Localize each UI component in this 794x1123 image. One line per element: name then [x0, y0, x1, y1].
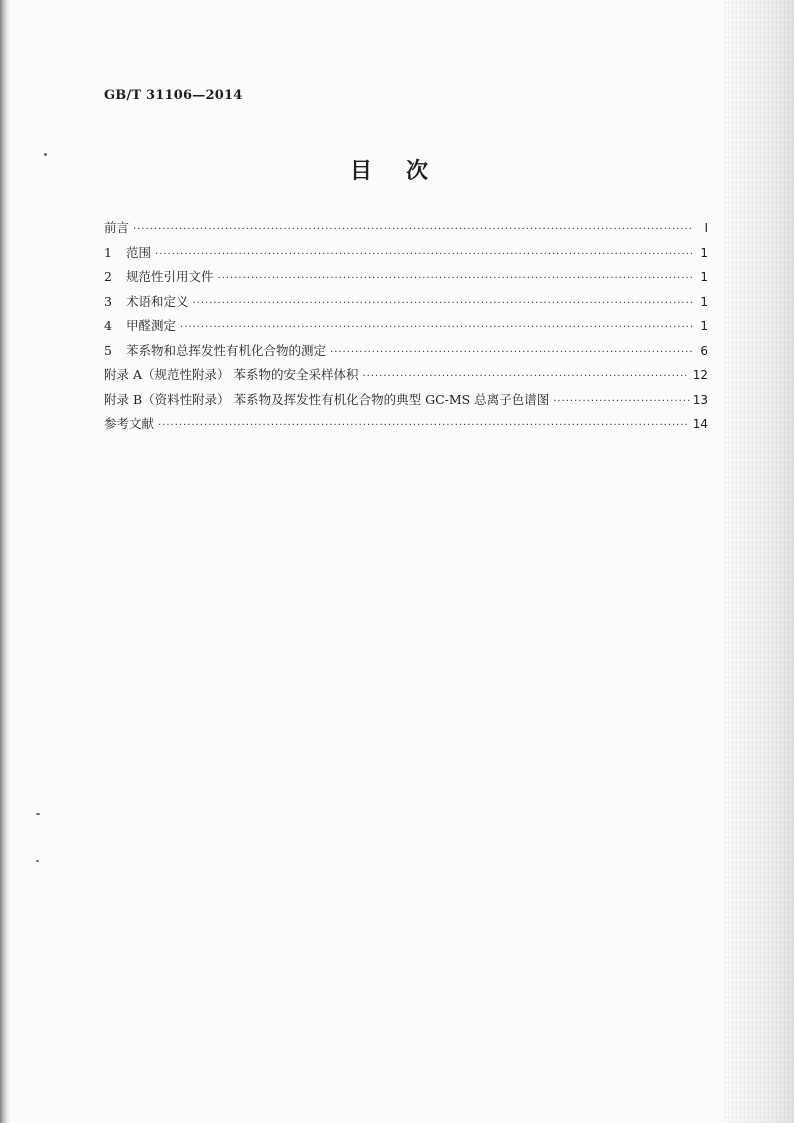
toc-entry-normative-references[interactable] — [104, 267, 708, 292]
toc-dot-leader — [330, 347, 692, 358]
toc-entry-number: 3 — [104, 293, 112, 309]
toc-dot-leader — [218, 273, 692, 284]
toc-entry-benzene-tvoc[interactable] — [104, 341, 708, 366]
toc-entry-title: 参考文献 — [104, 416, 155, 431]
toc-entry-title: 附录 A（规范性附录） 苯系物的安全采样体积 — [104, 367, 359, 382]
toc-entry-text: 甲醛测定 — [126, 318, 177, 333]
toc-page-number: Ⅰ — [704, 221, 708, 235]
scan-speck — [36, 813, 40, 815]
toc-entry-title — [104, 341, 330, 359]
scan-speck — [36, 860, 39, 862]
toc-entry-title — [104, 243, 155, 261]
toc-entry-annex-a[interactable] — [104, 365, 708, 390]
toc-entry-number: 1 — [104, 244, 112, 260]
toc-page-number: 12 — [692, 368, 708, 382]
toc-entry-title: 前言 — [104, 220, 130, 235]
toc-dot-leader — [553, 396, 689, 407]
toc-entry-scope[interactable] — [104, 243, 708, 268]
toc-page-number: 6 — [700, 343, 708, 358]
toc-entry-title — [104, 292, 193, 310]
toc-entry-number: 2 — [104, 269, 112, 284]
toc-dot-leader — [362, 371, 688, 382]
standard-code: GB/T 31106—2014 — [104, 88, 243, 103]
toc-dot-leader — [155, 249, 692, 260]
toc-entry-foreword[interactable] — [104, 218, 708, 243]
toc-page-number: 1 — [700, 294, 708, 309]
toc-entry-text: 苯系物和总挥发性有机化合物的测定 — [126, 342, 327, 358]
table-of-contents — [104, 218, 708, 439]
toc-dot-leader — [180, 322, 692, 333]
toc-entry-number: 5 — [104, 342, 112, 358]
toc-page-number: 1 — [700, 319, 708, 333]
toc-dot-leader — [133, 224, 692, 235]
toc-dot-leader — [158, 420, 689, 431]
toc-entry-annex-b[interactable] — [104, 390, 708, 415]
toc-entry-number: 4 — [104, 318, 112, 333]
toc-page-number: 14 — [692, 417, 708, 431]
toc-entry-text: 范围 — [126, 244, 152, 260]
toc-entry-title — [104, 316, 180, 334]
toc-entry-title: 附录 B（资料性附录） 苯系物及挥发性有机化合物的典型 GC-MS 总离子色谱图 — [104, 391, 550, 407]
toc-entry-formaldehyde[interactable] — [104, 316, 708, 341]
toc-page-number: 13 — [692, 392, 708, 407]
toc-page-number: 1 — [700, 270, 708, 284]
toc-entry-text: 规范性引用文件 — [126, 269, 214, 284]
toc-entry-text: 术语和定义 — [126, 293, 189, 309]
toc-entry-title — [104, 267, 218, 285]
toc-page-number: 1 — [700, 245, 708, 260]
toc-heading: 目次 — [349, 158, 462, 184]
toc-entry-terms-definitions[interactable] — [104, 292, 708, 317]
toc-dot-leader — [193, 298, 692, 309]
toc-entry-bibliography[interactable] — [104, 414, 708, 439]
